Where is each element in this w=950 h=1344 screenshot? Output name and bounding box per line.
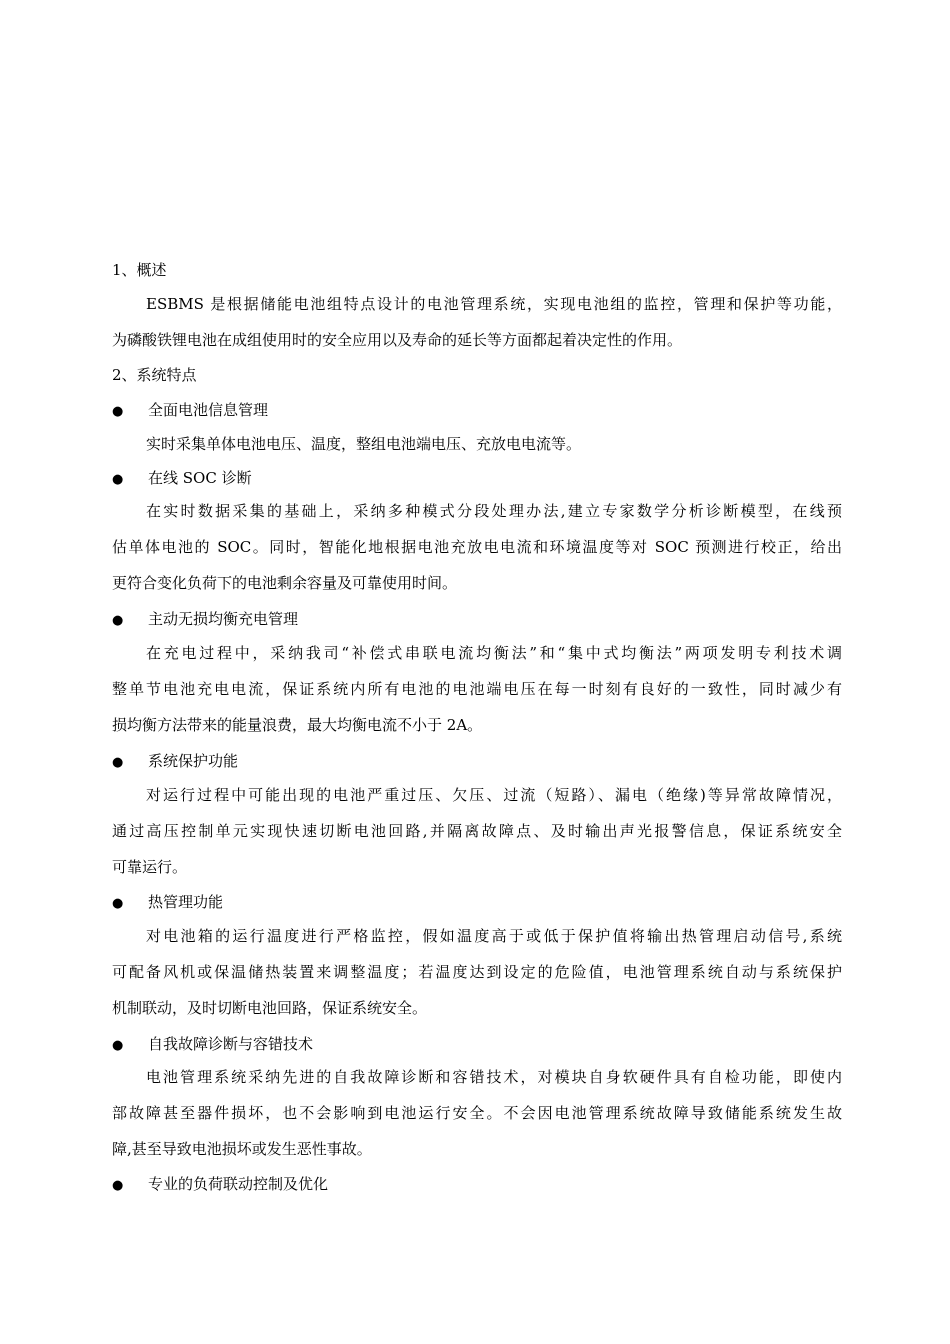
feature-title-4: [112, 751, 842, 773]
feature-5-line-2: 可配备风机或保温储热装置来调整温度；若温度达到设定的危险值，电池管理系统自动与系统保护: [112, 963, 842, 981]
feature-1-line-1: 实时采集单体电池电压、温度，整组电池端电压、充放电电流等。: [146, 435, 582, 453]
feature-title-3: [112, 609, 842, 631]
feature-title-2: [112, 468, 842, 490]
bullet-icon: ●: [112, 755, 124, 770]
feature-4-line-1: 对运行过程中可能出现的电池严重过压、欠压、过流（短路）、漏电（绝缘)等异常故障情况，: [146, 786, 842, 804]
bullet-icon: ●: [112, 613, 124, 628]
overview-paragraph-line-2: 为磷酸铁锂电池在成组使用时的安全应用以及寿命的延长等方面都起着决定性的作用。: [112, 331, 683, 349]
feature-title-6: [112, 1034, 842, 1056]
feature-title-text: 主动无损均衡充电管理: [148, 610, 299, 628]
feature-6-line-1: 电池管理系统采纳先进的自我故障诊断和容错技术，对模块自身软硬件具有自检功能，即使内: [146, 1068, 842, 1086]
feature-2-line-3: 更符合变化负荷下的电池剩余容量及可靠使用时间。: [112, 574, 458, 592]
feature-4-line-2: 通过高压控制单元实现快速切断电池回路,并隔离故障点、及时输出声光报警信息，保证系统安全: [112, 822, 842, 840]
feature-5-line-3: 机制联动，及时切断电池回路，保证系统安全。: [112, 999, 428, 1017]
feature-2-line-1: 在实时数据采集的基础上，采纳多种模式分段处理办法,建立专家数学分析诊断模型，在线预: [146, 502, 842, 520]
feature-2-line-2: 估单体电池的 SOC。同时，智能化地根据电池充放电电流和环境温度等对 SOC 预测进行校正，给出: [112, 538, 842, 556]
feature-title-text: 热管理功能: [148, 893, 224, 911]
feature-title-1: [112, 400, 842, 422]
section-heading-features: 2、系统特点: [112, 366, 197, 384]
feature-title-5: [112, 892, 842, 914]
feature-3-line-1: 在充电过程中，采纳我司“补偿式串联电流均衡法”和“集中式均衡法”两项发明专利技术调: [146, 644, 842, 662]
feature-3-line-2: 整单节电池充电电流，保证系统内所有电池的电池端电压在每一时刻有良好的一致性，同时减少有: [112, 680, 842, 698]
feature-title-text: 在线 SOC 诊断: [148, 469, 252, 487]
bullet-icon: ●: [112, 1038, 124, 1053]
feature-5-line-1: 对电池箱的运行温度进行严格监控，假如温度高于或低于保护值将输出热管理启动信号,系统: [146, 927, 842, 945]
section-heading-overview: 1、概述: [112, 261, 167, 279]
feature-4-line-3: 可靠运行。: [112, 858, 188, 876]
feature-6-line-3: 障,甚至导致电池损坏或发生恶性事故。: [112, 1140, 372, 1158]
feature-6-line-2: 部故障甚至器件损坏，也不会影响到电池运行安全。不会因电池管理系统故障导致储能系统发生故: [112, 1104, 842, 1122]
bullet-icon: ●: [112, 1178, 124, 1193]
feature-title-text: 系统保护功能: [148, 752, 239, 770]
feature-title-text: 专业的负荷联动控制及优化: [148, 1175, 329, 1193]
feature-3-line-3: 损均衡方法带来的能量浪费，最大均衡电流不小于 2A。: [112, 716, 483, 734]
overview-paragraph-line-1: ESBMS 是根据储能电池组特点设计的电池管理系统，实现电池组的监控，管理和保护等功能，: [146, 295, 842, 313]
feature-title-text: 全面电池信息管理: [148, 401, 269, 419]
bullet-icon: ●: [112, 896, 124, 911]
feature-title-text: 自我故障诊断与容错技术: [148, 1035, 314, 1053]
bullet-icon: ●: [112, 404, 124, 419]
bullet-icon: ●: [112, 472, 124, 487]
feature-title-7: [112, 1174, 842, 1196]
